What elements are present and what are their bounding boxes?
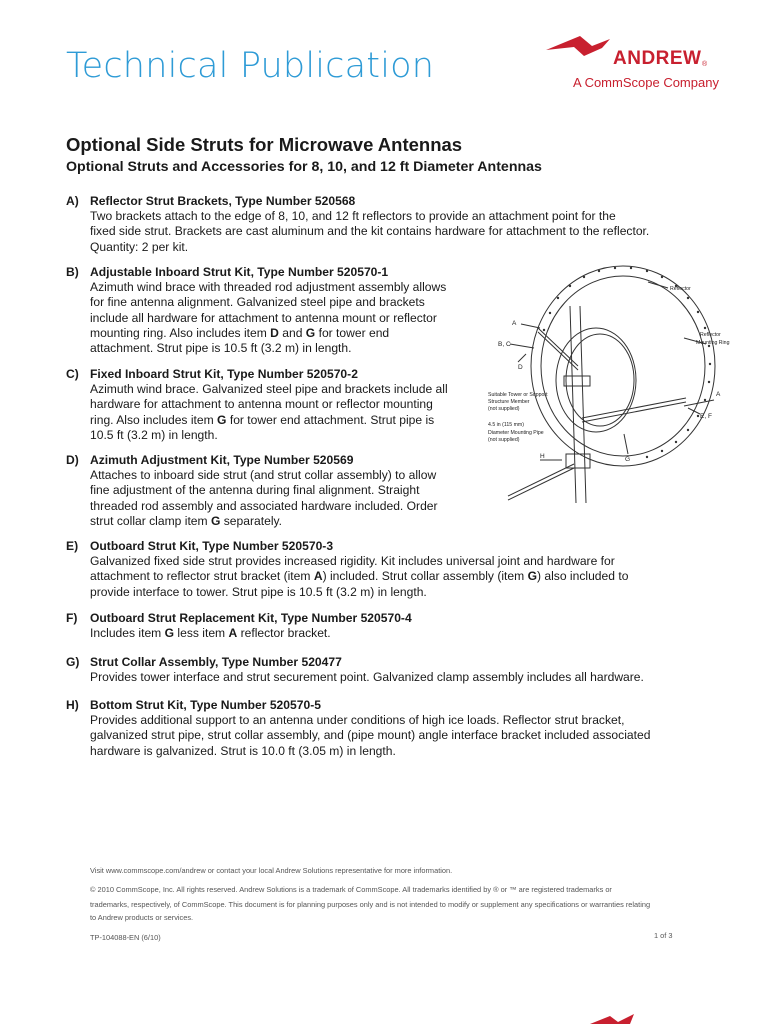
item-b-line: for fine antenna alignment. Galvanized steel pipe and brackets xyxy=(90,295,425,310)
label-pipe-3: (not supplied) xyxy=(488,437,520,443)
publication-title: Technical Publication xyxy=(66,46,435,86)
item-h-line: galvanized strut pipe, strut collar assembly, and (pipe mount) angle interface bracket included associated xyxy=(90,728,651,743)
item-a-heading: A) Reflector Strut Brackets, Type Number 520568 xyxy=(66,194,356,208)
item-g-heading: G) Strut Collar Assembly, Type Number 520477 xyxy=(66,655,342,669)
brand-registered-mark: ® xyxy=(702,61,708,68)
brand-tagline: A CommScope Company xyxy=(573,75,719,90)
item-f xyxy=(66,611,706,641)
label-tower-1: Suitable Tower or Support xyxy=(488,392,548,398)
label-tower-2: Structure Member xyxy=(488,399,530,405)
label-reflector: Reflector xyxy=(670,286,691,292)
item-d xyxy=(66,453,486,529)
item-c xyxy=(66,367,486,443)
label-d: D xyxy=(518,364,523,371)
item-d-line: strut collar clamp item G separately. xyxy=(90,513,283,528)
item-g xyxy=(66,655,706,685)
item-e-line: attachment to reflector strut bracket (item A) included. Strut collar assembly (item G) also included to xyxy=(90,569,629,584)
item-a-line: fixed side strut. Brackets are cast aluminum and the kit contains hardware for attachment to the reflector. xyxy=(90,224,650,239)
footer-contact: Visit www.commscope.com/andrew or contact your local Andrew Solutions representative for more information. xyxy=(90,866,453,875)
label-bc: B, C xyxy=(498,341,511,348)
document-title: Optional Side Struts for Microwave Antennas xyxy=(66,134,463,155)
footer-copyright-3: to Andrew products or services. xyxy=(90,913,194,922)
andrew-logo-bolt-icon-partial xyxy=(590,1012,650,1024)
label-ef: E, F xyxy=(700,413,712,420)
reflector-dish xyxy=(556,328,636,432)
item-e xyxy=(66,539,706,600)
label-pipe-1: 4.5 in (115 mm) xyxy=(488,422,524,428)
item-b-line: attachment. Strut pipe is 10.5 ft (3.2 m) in length. xyxy=(90,341,352,356)
item-c-line: 10.5 ft (3.2 m) in length. xyxy=(90,427,218,442)
item-d-line: fine adjustment of the antenna during final alignment. Straight xyxy=(90,483,420,498)
item-d-line: threaded rod assembly and associated hardware included. Order xyxy=(90,498,438,513)
item-c-heading: C) Fixed Inboard Strut Kit, Type Number 520570-2 xyxy=(66,367,358,381)
label-pipe-2: Diameter Mounting Pipe xyxy=(488,430,544,436)
outboard-strut xyxy=(582,398,686,418)
item-h xyxy=(66,698,706,759)
item-b xyxy=(66,265,486,356)
item-c-line: ring. Also includes item G for tower end attachment. Strut pipe is xyxy=(90,412,435,427)
item-e-line: Galvanized fixed side strut provides increased rigidity. Kit includes universal joint and hardware for xyxy=(90,554,615,569)
item-a-line: Quantity: 2 per kit. xyxy=(90,239,189,254)
inboard-strut xyxy=(538,328,578,366)
item-b-line: include all hardware for attachment to antenna mount or reflector xyxy=(90,310,437,325)
mounting-ring-outer xyxy=(531,266,715,466)
item-a-line: Two brackets attach to the edge of 8, 10, and 12 ft reflectors to provide an attachment point for the xyxy=(90,209,616,224)
item-h-line: hardware is galvanized. Strut is 10.0 ft (3.05 m) in length. xyxy=(90,743,396,758)
item-f-heading: F) Outboard Strut Replacement Kit, Type Number 520570-4 xyxy=(66,611,412,625)
item-a xyxy=(66,194,706,255)
item-g-line: Provides tower interface and strut securement point. Galvanized clamp assembly includes all hardware. xyxy=(90,670,644,685)
item-d-line: Attaches to inboard side strut (and strut collar assembly) to allow xyxy=(90,468,437,483)
item-b-heading: B) Adjustable Inboard Strut Kit, Type Number 520570-1 xyxy=(66,265,389,279)
page-number: 1 of 3 xyxy=(654,931,673,940)
item-h-heading: H) Bottom Strut Kit, Type Number 520570-5 xyxy=(66,698,321,712)
antenna-strut-diagram xyxy=(478,258,750,506)
item-d-heading: D) Azimuth Adjustment Kit, Type Number 520569 xyxy=(66,453,354,467)
label-tower-3: (not supplied) xyxy=(488,406,520,412)
item-f-line: Includes item G less item A reflector bracket. xyxy=(90,626,331,641)
document-subtitle: Optional Struts and Accessories for 8, 10, and 12 ft Diameter Antennas xyxy=(66,159,542,175)
footer-copyright-1: © 2010 CommScope, Inc. All rights reserved. Andrew Solutions is a trademark of CommScope. All trademarks identified by ® or ™ are registered trademarks or xyxy=(90,885,612,894)
document-number: TP-104088-EN (6/10) xyxy=(90,933,161,942)
item-c-line: hardware for attachment to antenna mount or reflector mounting xyxy=(90,397,433,412)
label-h: H xyxy=(540,453,545,460)
label-mounting-ring-2: Mounting Ring xyxy=(696,340,730,346)
item-h-line: Provides additional support to an antenna under conditions of high ice loads. Reflector strut bracket, xyxy=(90,713,625,728)
footer-copyright-2: trademarks, respectively, of CommScope. This document is for planning purposes only and is not intended to modify or supplement any specifications or warranties relating xyxy=(90,900,651,909)
item-b-line: Azimuth wind brace with threaded rod adjustment assembly allows xyxy=(90,280,447,295)
bottom-strut xyxy=(508,464,574,496)
label-a-right: A xyxy=(716,391,721,398)
item-e-line: provide interface to tower. Strut pipe is 10.5 ft (3.2 m) in length. xyxy=(90,584,427,599)
mounting-ring-inner xyxy=(541,276,705,456)
item-b-line: mounting ring. Also includes item D and G for tower end xyxy=(90,325,390,340)
item-c-line: Azimuth wind brace. Galvanized steel pipe and brackets include all xyxy=(90,382,448,397)
label-mounting-ring-1: Reflector xyxy=(700,332,721,338)
label-g: G xyxy=(625,456,631,463)
label-a-top: A xyxy=(512,320,517,327)
brand-logo-text: ANDREW xyxy=(613,48,702,69)
item-e-heading: E) Outboard Strut Kit, Type Number 520570-3 xyxy=(66,539,334,553)
